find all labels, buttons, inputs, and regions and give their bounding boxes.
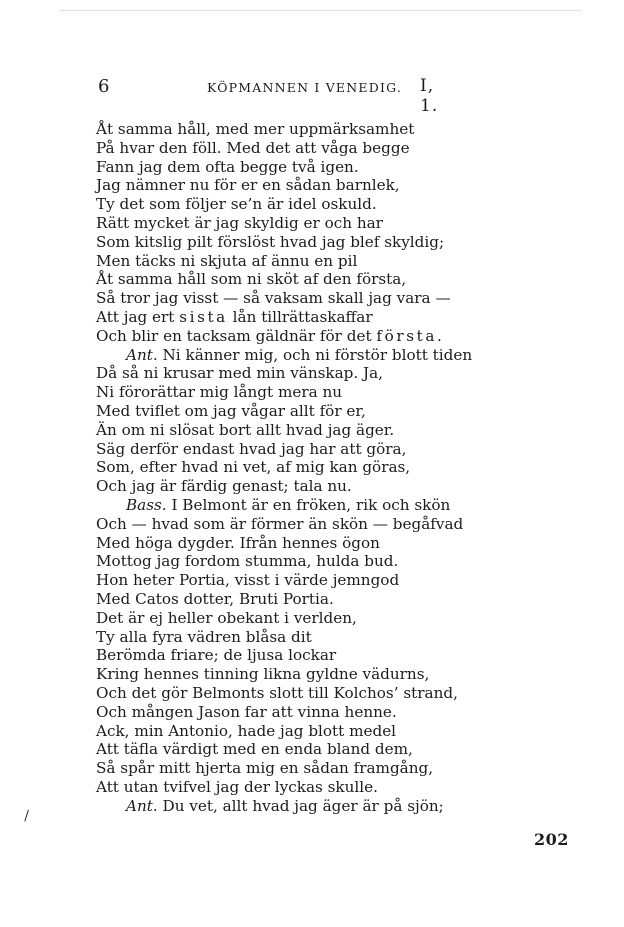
page-header xyxy=(98,76,458,116)
verse-line: Säg derför endast hvad jag har att göra, xyxy=(96,439,407,458)
folio-number: 202 xyxy=(534,830,569,849)
verse-line: Som, efter hvad ni vet, af mig kan göras, xyxy=(96,458,411,477)
speaker-name: Bass. xyxy=(126,495,167,514)
verse-line: Med höga dygder. Ifrån hennes ögon xyxy=(96,533,380,552)
line-text: Du vet, allt hvad jag äger är på sjön; xyxy=(162,796,444,815)
line-text: . xyxy=(436,326,442,345)
verse-line: Åt samma håll, med mer uppmärksamhet xyxy=(96,120,415,138)
verse-line: Så tror jag visst — så vaksam skall jag vara — xyxy=(96,289,451,308)
verse-line: Mottog jag fordom stumma, hulda bud. xyxy=(96,552,399,571)
verse-line: Åt samma håll som ni sköt af den första, xyxy=(96,270,407,289)
verse-line: Kring hennes tinning likna gyldne vädurns, xyxy=(96,665,430,684)
verse-line: Att täfla värdigt med en enda bland dem, xyxy=(96,740,413,759)
verse-line: Jag nämner nu för er en sådan barnlek, xyxy=(96,176,400,195)
line-text: I Belmont är en fröken, rik och skön xyxy=(171,495,451,514)
speaker-name: Ant. xyxy=(126,345,158,364)
verse-line xyxy=(96,797,526,816)
verse-line: På hvar den föll. Med det att våga begge xyxy=(96,138,410,157)
verse-line: Men täcks ni skjuta af ännu en pil xyxy=(96,251,358,270)
verse-line: Att utan tvifvel jag der lyckas skulle. xyxy=(96,777,378,796)
verse-line: Ni förorättar mig långt mera nu xyxy=(96,383,343,402)
line-text: Att jag ert xyxy=(96,307,180,326)
verse-line: Ty det som följer se’n är idel oskuld. xyxy=(96,195,377,214)
verse-line: Berömda friare; de ljusa lockar xyxy=(96,646,337,665)
verse-line: Ty alla fyra vädren blåsa dit xyxy=(96,627,312,646)
line-text: Och blir en tacksam gäldnär för det xyxy=(96,326,377,345)
verse-line: Med tviflet om jag vågar allt för er, xyxy=(96,401,366,420)
top-rule xyxy=(60,10,580,11)
verse-line: Och — hvad som är förmer än skön — begåfvad xyxy=(96,514,464,533)
verse-line: Och det gör Belmonts slott till Kolchos’ strand, xyxy=(96,683,458,702)
verse-line: Hon heter Portia, visst i värde jemngod xyxy=(96,571,400,590)
verse-line xyxy=(96,496,526,515)
running-title: KÖPMANNEN I VENEDIG. xyxy=(207,80,402,95)
line-text: Ni känner mig, och ni förstör blott tiden xyxy=(162,345,473,364)
emphasized-word: sista xyxy=(179,307,228,326)
verse-line: Rätt mycket är jag skyldig er och har xyxy=(96,213,383,232)
page-number: 6 xyxy=(98,76,110,97)
emphasized-word: första xyxy=(376,326,437,345)
verse-line: Som kitslig pilt förslöst hvad jag blef skyldig; xyxy=(96,232,445,251)
verse-line xyxy=(96,346,526,365)
verse-line xyxy=(96,308,526,327)
margin-mark: \ xyxy=(19,808,33,824)
verse-line: Med Catos dotter, Bruti Portia. xyxy=(96,589,334,608)
verse-line: Och mången Jason far att vinna henne. xyxy=(96,702,397,721)
verse-line: Och jag är färdig genast; tala nu. xyxy=(96,477,352,496)
verse-text xyxy=(96,120,526,815)
verse-line: Så spår mitt hjerta mig en sådan framgång, xyxy=(96,759,434,778)
act-scene: I, 1. xyxy=(420,76,439,116)
speaker-name: Ant. xyxy=(126,796,158,815)
verse-line: Än om ni slösat bort allt hvad jag äger. xyxy=(96,420,395,439)
verse-line xyxy=(96,327,526,346)
line-text: lån tillrättaskaffar xyxy=(227,307,373,326)
verse-line: Fann jag dem ofta begge två igen. xyxy=(96,157,359,176)
verse-line: Ack, min Antonio, hade jag blott medel xyxy=(96,721,397,740)
verse-line: Det är ej heller obekant i verlden, xyxy=(96,608,357,627)
verse-line: Då så ni krusar med min vänskap. Ja, xyxy=(96,364,384,383)
